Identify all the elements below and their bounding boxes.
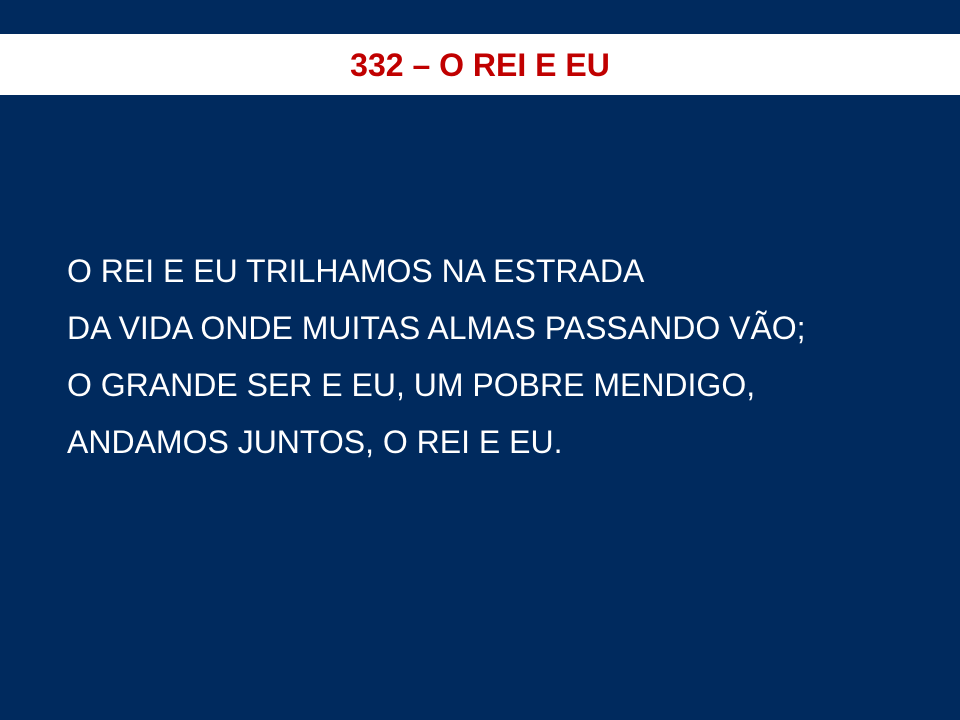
lyric-line-2: DA VIDA ONDE MUITAS ALMAS PASSANDO VÃO; (67, 310, 806, 346)
lyric-line-3: O GRANDE SER E EU, UM POBRE MENDIGO, (67, 367, 756, 403)
slide-title: 332 – O REI E EU (350, 47, 610, 83)
lyrics-block (67, 243, 947, 471)
title-bar (0, 34, 960, 95)
lyric-line-4: ANDAMOS JUNTOS, O REI E EU. (67, 424, 563, 460)
lyric-line-1: O REI E EU TRILHAMOS NA ESTRADA (67, 253, 645, 289)
